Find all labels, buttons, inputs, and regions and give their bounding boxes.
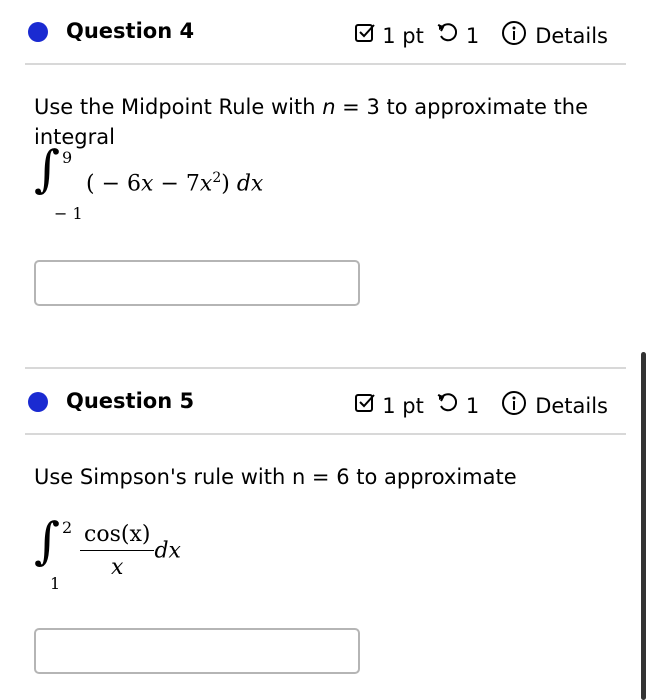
fraction: [80, 522, 154, 580]
integral-expression: [34, 512, 254, 596]
function-argument: (x): [120, 522, 151, 547]
points-label: 1 pt: [382, 23, 424, 48]
variable: x: [141, 171, 154, 197]
section-divider: [25, 367, 626, 369]
question-prompt: [34, 92, 614, 152]
integral-upper-limit: 2: [62, 518, 73, 537]
prompt-variable: n: [322, 95, 336, 119]
integral-upper-limit: 9: [62, 148, 73, 167]
question-meta: [354, 20, 608, 51]
function-name: cos: [84, 522, 121, 547]
paren: ): [221, 171, 230, 197]
differential: d: [236, 171, 251, 197]
integral-lower-limit: 1: [50, 574, 61, 593]
info-icon[interactable]: [501, 20, 527, 51]
differential-d: d: [154, 538, 169, 564]
info-icon[interactable]: [501, 390, 527, 421]
details-link[interactable]: Details: [535, 393, 608, 418]
details-link[interactable]: Details: [535, 23, 608, 48]
variable: x: [250, 171, 264, 197]
integral-expression: [34, 140, 314, 224]
retry-icon: [436, 391, 460, 420]
question-meta: [354, 390, 608, 421]
exponent: 2: [212, 170, 222, 186]
points-label: 1 pt: [382, 393, 424, 418]
answer-input[interactable]: [34, 628, 360, 674]
fraction-numerator: [80, 522, 154, 551]
differential: [154, 539, 181, 564]
prompt-text: Use the Midpoint Rule with: [34, 95, 323, 119]
retry-icon: [436, 21, 460, 50]
paren: (: [86, 171, 95, 197]
attempts-count: 1: [465, 393, 480, 418]
question-status-dot: [28, 22, 48, 42]
integral-sign: ∫: [34, 512, 61, 570]
integral-sign: ∫: [34, 140, 61, 198]
integrand: [86, 170, 263, 196]
question-status-dot: [28, 392, 48, 412]
variable: x: [199, 171, 213, 197]
answer-input[interactable]: [34, 260, 360, 306]
attempts-count: 1: [465, 23, 480, 48]
fraction-denominator: x: [111, 555, 124, 580]
checkbox-points-icon: [354, 22, 376, 49]
header-divider: [25, 63, 626, 65]
prompt-text: = 3 to approximate the integral: [34, 95, 589, 149]
integral-lower-limit: − 1: [54, 204, 83, 223]
coefficient: 7: [185, 171, 200, 197]
operator: −: [160, 171, 179, 197]
integrand-fraction: [80, 522, 181, 580]
question-title: Question 5: [66, 389, 195, 413]
variable: x: [168, 538, 181, 564]
question-title: Question 4: [66, 19, 195, 43]
checkbox-points-icon: [354, 392, 376, 419]
term: − 6: [101, 171, 142, 197]
header-divider: [25, 433, 626, 435]
question-prompt: Use Simpson's rule with n = 6 to approximate: [34, 465, 517, 489]
vertical-scrollbar[interactable]: [641, 352, 646, 700]
